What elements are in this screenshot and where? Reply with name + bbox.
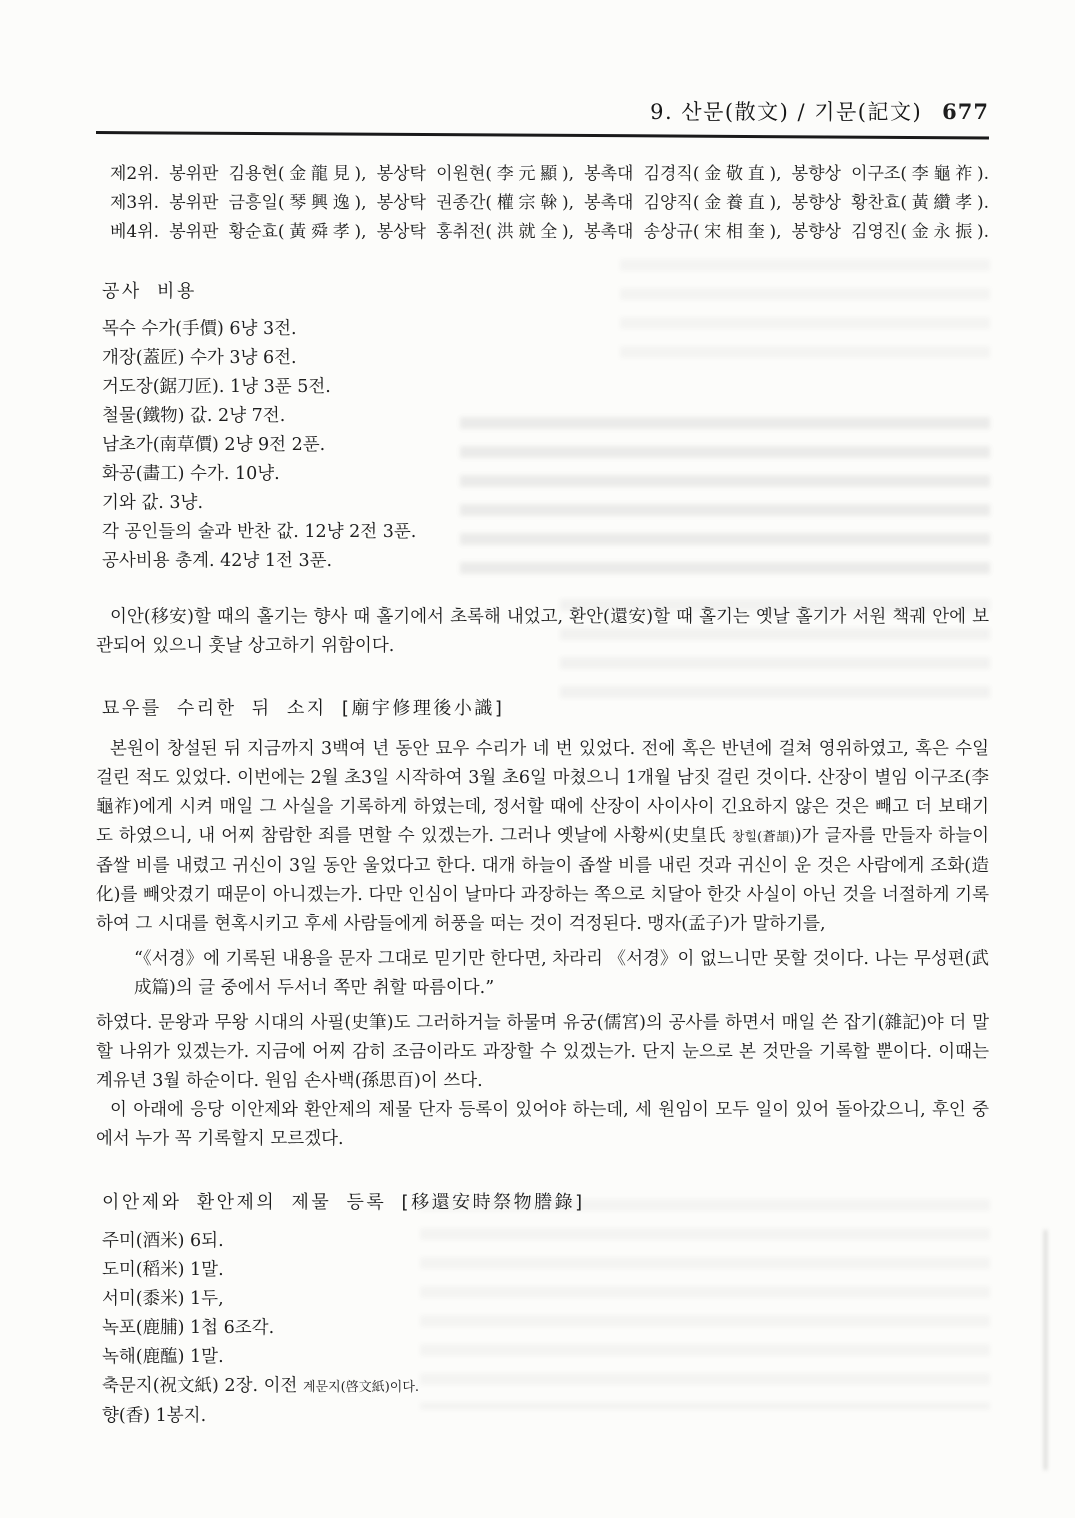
hologi-note-paragraph: 이안(移安)할 때의 홀기는 향사 때 홀기에서 초록해 내었고, 환안(還安)할 때 홀기는 옛날 홀기가 서원 책궤 안에 보관되어 있으니 훗날 상고하기 위함이다. [96, 607, 989, 656]
cost-list [96, 315, 989, 576]
cost-section-heading: 공사 비용 [102, 281, 197, 302]
chapter-title: 9. 산문(散文) / 기문(記文) [650, 100, 923, 124]
cost-item: 개장(蓋匠) 수가 3냥 6전. [102, 348, 297, 368]
offering-item: 도미(稻米) 1말. [102, 1260, 224, 1280]
myou-paragraph-1 [96, 735, 989, 939]
cost-item: 화공(畵工) 수가. 10냥. [102, 464, 280, 484]
offering-item: 녹포(鹿脯) 1첩 6조각. [102, 1318, 275, 1338]
myou-section-heading: 묘우를 수리한 뒤 소지 [廟宇修理後小識] [102, 698, 505, 719]
cost-item: 기와 값. 3냥. [102, 493, 204, 513]
officiant-line: 제3위. 봉위판 금흥일(琴興逸), 봉상탁 권종간(權宗榦), 봉촉대 김양직(金養直), 봉향상 황찬효(黃纘孝). [110, 193, 989, 213]
inline-gloss-changhil: 창힐(蒼頡) [731, 830, 795, 845]
header-rule [96, 131, 989, 139]
cost-item: 거도장(鋸刀匠). 1냥 3푼 5전. [102, 377, 331, 397]
scan-edge-artifact [1044, 1230, 1047, 1470]
myou-paragraph-2: 하였다. 문왕과 무왕 시대의 사필(史筆)도 그러하거늘 하물며 유궁(儒宮)의 공사를 하면서 매일 쓴 잡기(雜記)야 더 말할 나위가 있겠는가. 지금에 어찌 감히 조금이라도 과장할 수 있겠는가. 단지 눈으로 본 것만을 기록할 뿐이다. 이때는 계유년 3월 하순이다. 원임 손사백(孫思百)이 쓰다. [96, 1013, 989, 1091]
cost-item: 목수 수가(手價) 6냥 3전. [102, 319, 297, 339]
offering-item: 서미(黍米) 1두, [102, 1289, 224, 1309]
offering-item: 주미(酒米) 6되. [102, 1231, 224, 1251]
myou-paragraph-3: 이 아래에 응당 이안제와 환안제의 제물 단자 등록이 있어야 하는데, 세 원임이 모두 일이 있어 돌아갔으니, 후인 중에서 누가 꼭 기록할지 모르겠다. [96, 1100, 989, 1149]
offering-item-text: 축문지(祝文紙) 2장. 이전 [102, 1376, 303, 1396]
cost-item: 공사비용 총계. 42냥 1전 3푼. [102, 551, 333, 571]
myou-paragraph-1-text-cont: )가 글자를 만들자 하늘이 좁쌀 비를 내렸고 귀신이 3일 동안 울었다고 한다. 대개 하늘이 좁쌀 비를 내린 것과 귀신이 운 것은 사람에게 조화(造化)를 빼앗겼기 때문이 아니겠는가. 다만 인심이 날마다 과장하는 쪽으로 치달아 한갓 사실이 아닌 것을 너절하게 기록하여 그 시대를 현혹시키고 후세 사람들에게 허풍을 떠는 것이 걱정된다. 맹자(孟子)가 말하기를, [96, 826, 989, 934]
offering-item: 향(香) 1봉지. [102, 1406, 207, 1426]
cost-item: 남초가(南草價) 2냥 9전 2푼. [102, 435, 326, 455]
offering-item: 녹해(鹿醢) 1말. [102, 1347, 224, 1367]
officiant-line: 베4위. 봉위판 황순효(黃舜孝), 봉상탁 홍취전(洪就全), 봉촉대 송상규(宋相奎), 봉향상 김영진(金永振). [110, 222, 989, 242]
mencius-quote: “《서경》에 기록된 내용을 문자 그대로 믿기만 한다면, 차라리 《서경》이 없느니만 못할 것이다. 나는 무성편(武成篇)의 글 중에서 두서너 쪽만 취할 따름이다.” [134, 949, 989, 998]
myou-paragraph-1-text: 본원이 창설된 뒤 지금까지 3백여 년 동안 묘우 수리가 네 번 있었다. 전에 혹은 반년에 걸쳐 영위하였고, 혹은 수일 걸린 적도 있었다. 이번에는 2월 초3일 시작하여 3월 초6일 마쳤으니 1개월 남짓 걸린 것이다. 산장이 별임 이구조(李龜祚)에게 시켜 매일 그 사실을 기록하게 하였는데, 정서할 때에 산장이 사이사이 긴요하지 않은 것은 빼고 더 보태기도 하였으니, 내 어찌 참람한 죄를 면할 수 있겠는가. 그러나 옛날에 사황씨(史皇氏 [96, 739, 989, 846]
offering-list [96, 1227, 989, 1431]
inline-gloss-gyemunji: 계문지(啓文紙)이다. [302, 1380, 420, 1395]
running-head [96, 96, 989, 126]
officiant-list [96, 160, 989, 247]
cost-item: 각 공인들의 술과 반찬 값. 12냥 2전 3푼. [102, 522, 417, 542]
offering-item-chukmunji [102, 1372, 989, 1402]
page-number: 677 [942, 99, 989, 124]
jemul-section-heading: 이안제와 환안제의 제물 등록 [移還安時祭物謄錄] [102, 1192, 585, 1213]
officiant-line: 제2위. 봉위판 김용현(金龍見), 봉상탁 이원현(李元顯), 봉촉대 김경직(金敬直), 봉향상 이구조(李龜祚). [110, 164, 989, 184]
cost-item: 철물(鐵物) 값. 2냥 7전. [102, 406, 286, 426]
